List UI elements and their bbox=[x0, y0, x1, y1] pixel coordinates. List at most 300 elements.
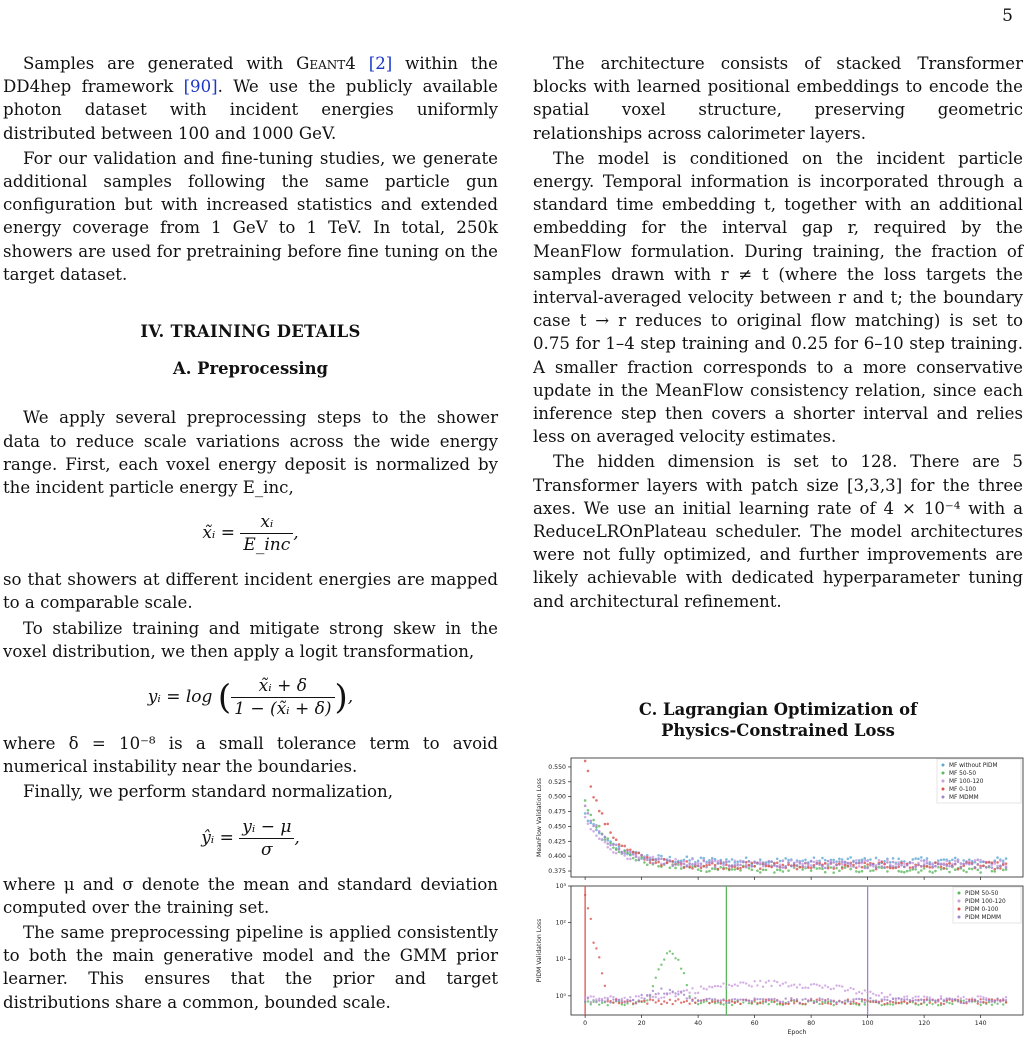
data-point bbox=[584, 799, 587, 802]
data-point bbox=[660, 864, 663, 867]
legend-marker bbox=[958, 900, 961, 903]
data-point bbox=[612, 996, 614, 998]
data-point bbox=[847, 862, 850, 865]
data-point bbox=[606, 842, 609, 845]
data-point bbox=[852, 860, 855, 863]
data-point bbox=[592, 942, 594, 944]
data-point bbox=[999, 1000, 1001, 1002]
data-point bbox=[979, 871, 982, 874]
data-point bbox=[799, 983, 801, 985]
data-point bbox=[655, 993, 657, 995]
data-point bbox=[677, 998, 679, 1000]
data-point bbox=[785, 997, 787, 999]
data-point bbox=[861, 998, 863, 1000]
data-point bbox=[1005, 996, 1007, 998]
paragraph-conditioning: The model is conditioned on the incident particle energy. Temporal information is incorporated through a standard time embedding t, together with an additional embedding for the interval gap r, required by the MeanFlow formulation. During training, the fraction of samples drawn with r ≠ t (where the loss targets the interval-averaged velocity between r and t; the boundary case t → r reduces to original flow matching) is set to 0.75 for 1–4 step training and 0.25 for 6–10 step training. A smaller fraction corresponds to a more conservative update in the MeanFlow consistency relation, since each inference step then covers a shorter interval and relies less on averaged velocity estimates. bbox=[533, 148, 1023, 447]
data-point bbox=[671, 865, 674, 868]
data-point bbox=[584, 894, 586, 896]
data-point bbox=[700, 985, 702, 987]
data-point bbox=[751, 985, 753, 987]
data-point bbox=[945, 860, 948, 863]
data-point bbox=[686, 989, 688, 991]
data-point bbox=[813, 856, 816, 859]
data-point bbox=[663, 996, 665, 998]
data-point bbox=[626, 999, 628, 1001]
data-point bbox=[717, 862, 720, 865]
data-point bbox=[739, 864, 742, 867]
data-point bbox=[855, 866, 858, 869]
data-point bbox=[920, 999, 922, 1001]
data-point bbox=[768, 1003, 770, 1005]
legend-entry: PIDM MDMM bbox=[965, 915, 1001, 921]
data-point bbox=[708, 870, 711, 873]
data-point bbox=[948, 865, 951, 868]
data-point bbox=[861, 866, 864, 869]
data-point bbox=[985, 861, 988, 864]
data-point bbox=[838, 985, 840, 987]
data-point bbox=[705, 866, 708, 869]
data-point bbox=[587, 809, 590, 812]
data-point bbox=[895, 997, 897, 999]
data-point bbox=[917, 871, 920, 874]
data-point bbox=[609, 848, 612, 851]
data-point bbox=[869, 858, 872, 861]
data-point bbox=[742, 866, 745, 869]
data-point bbox=[601, 999, 603, 1001]
data-point bbox=[663, 992, 665, 994]
data-point bbox=[790, 859, 793, 862]
data-point bbox=[821, 998, 823, 1000]
data-point bbox=[903, 866, 906, 869]
data-point bbox=[674, 992, 676, 994]
paragraph-architecture: The architecture consists of stacked Transformer blocks with learned positional embeddings to encode the spatial voxel structure, preserving geometric relationships across calorimeter layers. bbox=[533, 54, 1023, 143]
data-point bbox=[818, 985, 820, 987]
data-point bbox=[784, 866, 787, 869]
data-point bbox=[821, 868, 824, 871]
data-point bbox=[587, 1000, 589, 1002]
data-point bbox=[776, 981, 778, 983]
data-point bbox=[855, 862, 858, 865]
data-point bbox=[844, 864, 847, 867]
data-point bbox=[697, 1000, 699, 1002]
data-point bbox=[937, 863, 940, 866]
data-point bbox=[714, 866, 717, 869]
data-point bbox=[589, 785, 592, 788]
data-point bbox=[827, 867, 830, 870]
data-point bbox=[762, 861, 765, 864]
data-point bbox=[948, 860, 951, 863]
data-point bbox=[601, 833, 604, 836]
data-point bbox=[635, 855, 638, 858]
data-point bbox=[779, 1001, 781, 1003]
data-point bbox=[768, 998, 770, 1000]
data-point bbox=[979, 995, 981, 997]
data-point bbox=[640, 997, 642, 999]
data-point bbox=[753, 980, 755, 982]
data-point bbox=[793, 999, 795, 1001]
data-point bbox=[604, 838, 607, 841]
data-point bbox=[621, 845, 624, 848]
data-point bbox=[629, 996, 631, 998]
data-point bbox=[717, 1000, 719, 1002]
data-point bbox=[623, 845, 626, 848]
data-point bbox=[971, 1000, 973, 1002]
data-point bbox=[779, 866, 782, 869]
data-point bbox=[680, 991, 682, 993]
data-point bbox=[849, 1000, 851, 1002]
data-point bbox=[753, 865, 756, 868]
data-point bbox=[654, 862, 657, 865]
data-point bbox=[604, 985, 606, 987]
data-point bbox=[841, 867, 844, 870]
data-point bbox=[734, 859, 737, 862]
data-point bbox=[759, 998, 761, 1000]
data-point bbox=[937, 866, 940, 869]
data-point bbox=[739, 981, 741, 983]
data-point bbox=[833, 987, 835, 989]
data-point bbox=[847, 865, 850, 868]
citation-link[interactable]: [2] bbox=[368, 54, 393, 73]
data-point bbox=[598, 830, 601, 833]
data-point bbox=[957, 860, 960, 863]
data-point bbox=[931, 1003, 933, 1005]
data-point bbox=[626, 850, 629, 853]
data-point bbox=[889, 861, 892, 864]
data-point bbox=[940, 866, 943, 869]
data-point bbox=[960, 866, 963, 869]
data-point bbox=[793, 864, 796, 867]
data-point bbox=[655, 977, 657, 979]
data-point bbox=[768, 980, 770, 982]
data-point bbox=[855, 870, 858, 873]
data-point bbox=[773, 980, 775, 982]
data-point bbox=[804, 998, 806, 1000]
data-point bbox=[872, 863, 875, 866]
data-point bbox=[660, 857, 663, 860]
data-point bbox=[934, 1000, 936, 1002]
data-point bbox=[838, 1000, 840, 1002]
data-point bbox=[900, 1001, 902, 1003]
data-point bbox=[864, 867, 867, 870]
data-point bbox=[928, 866, 931, 869]
data-point bbox=[830, 866, 833, 869]
data-point bbox=[674, 858, 677, 861]
data-point bbox=[974, 866, 977, 869]
data-point bbox=[824, 1000, 826, 1002]
data-point bbox=[1002, 1003, 1004, 1005]
data-point bbox=[688, 866, 691, 869]
data-point bbox=[821, 1003, 823, 1005]
data-point bbox=[849, 987, 851, 989]
data-point bbox=[900, 998, 902, 1000]
data-point bbox=[844, 990, 846, 992]
data-point bbox=[1005, 1001, 1007, 1003]
data-point bbox=[779, 869, 782, 872]
data-point bbox=[632, 851, 635, 854]
data-point bbox=[815, 867, 818, 870]
data-point bbox=[968, 1000, 970, 1002]
data-point bbox=[926, 865, 929, 868]
data-point bbox=[638, 856, 641, 859]
data-point bbox=[914, 857, 917, 860]
data-point bbox=[954, 863, 957, 866]
data-point bbox=[827, 1002, 829, 1004]
data-point bbox=[762, 998, 764, 1000]
data-point bbox=[903, 996, 905, 998]
data-point bbox=[934, 861, 937, 864]
data-point bbox=[657, 1000, 659, 1002]
data-point bbox=[945, 865, 948, 868]
data-point bbox=[742, 981, 744, 983]
data-point bbox=[957, 868, 960, 871]
data-point bbox=[646, 856, 649, 859]
data-point bbox=[948, 862, 951, 865]
legend-marker bbox=[958, 916, 961, 919]
loss-curves-chart bbox=[533, 752, 1029, 1048]
data-point bbox=[886, 996, 888, 998]
data-point bbox=[931, 866, 934, 869]
data-point bbox=[669, 866, 672, 869]
data-point bbox=[643, 997, 645, 999]
legend-marker bbox=[958, 892, 961, 895]
data-point bbox=[720, 985, 722, 987]
data-point bbox=[725, 1002, 727, 1004]
data-point bbox=[765, 863, 768, 866]
data-point bbox=[889, 865, 892, 868]
data-point bbox=[725, 861, 728, 864]
data-point bbox=[849, 868, 852, 871]
data-point bbox=[864, 859, 867, 862]
data-point bbox=[790, 997, 792, 999]
data-point bbox=[948, 1002, 950, 1004]
data-point bbox=[869, 863, 872, 866]
data-point bbox=[903, 860, 906, 863]
data-point bbox=[632, 999, 634, 1001]
data-point bbox=[858, 998, 860, 1000]
data-point bbox=[590, 995, 592, 997]
y-tick-label: 0.475 bbox=[548, 808, 566, 816]
data-point bbox=[996, 997, 998, 999]
data-point bbox=[719, 860, 722, 863]
data-point bbox=[649, 994, 651, 996]
data-point bbox=[886, 1002, 888, 1004]
data-point bbox=[756, 861, 759, 864]
data-point bbox=[779, 860, 782, 863]
data-point bbox=[1002, 860, 1005, 863]
data-point bbox=[999, 864, 1002, 867]
legend-marker bbox=[942, 764, 945, 767]
data-point bbox=[722, 861, 725, 864]
data-point bbox=[1005, 866, 1008, 869]
data-point bbox=[731, 985, 733, 987]
data-point bbox=[635, 859, 638, 862]
data-point bbox=[866, 860, 869, 863]
x-tick-label: 60 bbox=[750, 1020, 759, 1027]
data-point bbox=[784, 857, 787, 860]
data-point bbox=[920, 859, 923, 862]
data-point bbox=[993, 868, 996, 871]
data-point bbox=[909, 862, 912, 865]
data-point bbox=[962, 996, 964, 998]
data-point bbox=[592, 830, 595, 833]
data-point bbox=[928, 870, 931, 873]
data-point bbox=[892, 867, 895, 870]
data-point bbox=[691, 867, 694, 870]
data-point bbox=[807, 987, 809, 989]
data-point bbox=[587, 812, 590, 815]
data-point bbox=[595, 829, 598, 832]
data-point bbox=[943, 863, 946, 866]
data-point bbox=[982, 1001, 984, 1003]
data-point bbox=[683, 860, 686, 863]
data-point bbox=[883, 860, 886, 863]
data-point bbox=[708, 861, 711, 864]
x-tick-label: 0 bbox=[583, 1020, 588, 1027]
data-point bbox=[866, 867, 869, 870]
data-point bbox=[592, 995, 594, 997]
data-point bbox=[717, 868, 720, 871]
data-point bbox=[852, 998, 854, 1000]
data-point bbox=[912, 997, 914, 999]
data-point bbox=[672, 1003, 674, 1005]
data-point bbox=[821, 857, 824, 860]
data-point bbox=[776, 861, 779, 864]
y-tick-label: 0.500 bbox=[548, 793, 566, 801]
data-point bbox=[838, 869, 841, 872]
data-point bbox=[697, 860, 700, 863]
data-point bbox=[686, 984, 688, 986]
data-point bbox=[965, 860, 968, 863]
data-point bbox=[801, 987, 803, 989]
data-point bbox=[878, 863, 881, 866]
data-point bbox=[996, 1003, 998, 1005]
data-point bbox=[982, 865, 985, 868]
data-point bbox=[601, 812, 604, 815]
data-point bbox=[985, 866, 988, 869]
data-point bbox=[858, 991, 860, 993]
data-point bbox=[714, 1000, 716, 1002]
data-point bbox=[880, 865, 883, 868]
data-point bbox=[977, 1002, 979, 1004]
data-point bbox=[705, 988, 707, 990]
data-point bbox=[923, 867, 926, 870]
data-point bbox=[686, 865, 689, 868]
data-point bbox=[960, 1002, 962, 1004]
data-point bbox=[607, 998, 609, 1000]
x-tick-label: 100 bbox=[861, 1020, 874, 1027]
data-point bbox=[977, 1000, 979, 1002]
data-point bbox=[598, 837, 601, 840]
data-point bbox=[917, 863, 920, 866]
data-point bbox=[677, 861, 680, 864]
data-point bbox=[796, 868, 799, 871]
data-point bbox=[584, 805, 587, 808]
data-point bbox=[623, 997, 625, 999]
x-axis-label: Epoch bbox=[787, 1029, 807, 1036]
data-point bbox=[748, 864, 751, 867]
data-point bbox=[702, 865, 705, 868]
data-point bbox=[832, 861, 835, 864]
data-point bbox=[881, 998, 883, 1000]
data-point bbox=[618, 1002, 620, 1004]
data-point bbox=[818, 997, 820, 999]
data-point bbox=[914, 995, 916, 997]
data-point bbox=[892, 861, 895, 864]
data-point bbox=[734, 998, 736, 1000]
data-point bbox=[991, 861, 994, 864]
data-point bbox=[688, 1003, 690, 1005]
data-point bbox=[666, 952, 668, 954]
data-point bbox=[604, 823, 607, 826]
data-point bbox=[618, 999, 620, 1001]
data-point bbox=[691, 858, 694, 861]
citation-link[interactable]: [90] bbox=[183, 77, 218, 97]
data-point bbox=[767, 860, 770, 863]
data-point bbox=[694, 863, 697, 866]
data-point bbox=[589, 819, 592, 822]
data-point bbox=[844, 1003, 846, 1005]
data-point bbox=[892, 998, 894, 1000]
data-point bbox=[607, 1004, 609, 1006]
data-point bbox=[756, 984, 758, 986]
data-point bbox=[731, 858, 734, 861]
data-point bbox=[920, 856, 923, 859]
data-point bbox=[864, 1001, 866, 1003]
data-point bbox=[683, 866, 686, 869]
data-point bbox=[736, 985, 738, 987]
legend-marker bbox=[942, 796, 945, 799]
data-point bbox=[660, 855, 663, 858]
data-point bbox=[629, 858, 632, 861]
data-point bbox=[711, 1001, 713, 1003]
data-point bbox=[623, 850, 626, 853]
data-point bbox=[801, 860, 804, 863]
data-point bbox=[923, 863, 926, 866]
data-point bbox=[799, 1002, 801, 1004]
data-point bbox=[960, 997, 962, 999]
y-tick-label: 10³ bbox=[555, 883, 566, 890]
data-point bbox=[849, 863, 852, 866]
data-point bbox=[734, 1002, 736, 1004]
data-point bbox=[855, 859, 858, 862]
data-point bbox=[793, 862, 796, 865]
data-point bbox=[674, 957, 676, 959]
data-point bbox=[711, 867, 714, 870]
data-point bbox=[847, 989, 849, 991]
data-point bbox=[940, 1002, 942, 1004]
data-point bbox=[993, 860, 996, 863]
data-point bbox=[722, 868, 725, 871]
data-point bbox=[753, 860, 756, 863]
data-point bbox=[841, 861, 844, 864]
data-point bbox=[824, 984, 826, 986]
data-point bbox=[892, 857, 895, 860]
data-point bbox=[991, 1000, 993, 1002]
data-point bbox=[937, 1000, 939, 1002]
data-point bbox=[654, 858, 657, 861]
data-point bbox=[951, 1000, 953, 1002]
data-point bbox=[943, 867, 946, 870]
data-point bbox=[962, 862, 965, 865]
data-point bbox=[810, 869, 813, 872]
data-point bbox=[719, 866, 722, 869]
data-point bbox=[657, 968, 659, 970]
data-point bbox=[977, 863, 980, 866]
data-point bbox=[652, 856, 655, 859]
data-point bbox=[962, 999, 964, 1001]
data-point bbox=[897, 865, 900, 868]
data-point bbox=[734, 983, 736, 985]
